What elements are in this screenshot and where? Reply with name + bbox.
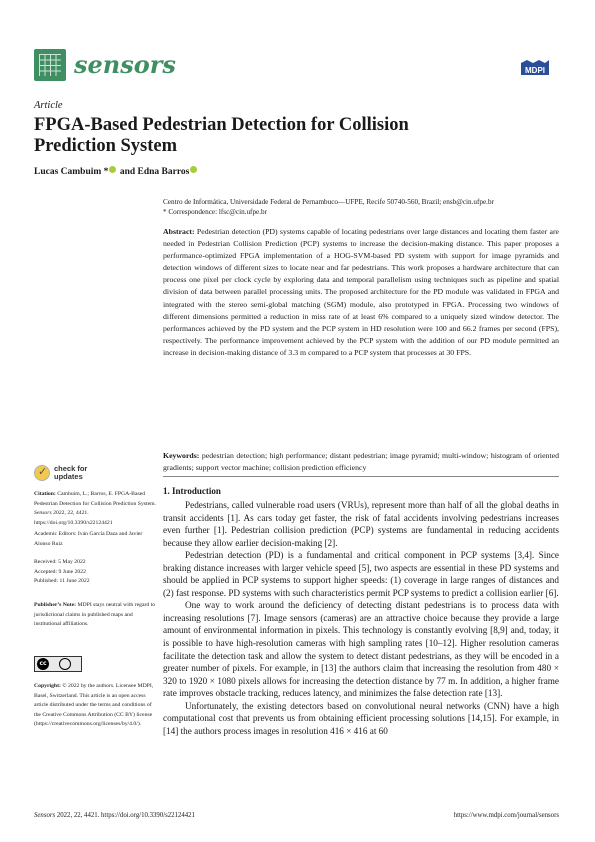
section-heading: 1. Introduction [163,486,221,496]
footer-url[interactable]: https://www.mdpi.com/journal/sensors [453,812,559,819]
check-for-updates-icon: ✓ [34,465,50,481]
affiliations [163,197,563,217]
publisher-note [34,601,156,630]
body-text [163,499,559,737]
paragraph: Pedestrians, called vulnerable road users (VRUs), represent more than half of all the global deaths in transit accidents [1]. As cars today get faster, the risk of fatal accidents involving pedestrians increases even further [1]. Pedestrian collision prediction (PCP) systems are fundamental in reducing accidents because they allow earlier decision-making [2]. [163,500,559,548]
publisher-note-label: Publisher’s Note: [34,602,77,608]
received-date: Received: 5 May 2022 [34,559,86,565]
paragraph: Pedestrian detection (PD) is a fundamental and critical component in PCP systems [3,4]. Since braking distance increases with larger vehicle speed [5], two aspects are essential in these PD systems and should be applied in PCP systems to support higher speeds: (1) coverage in large ranges of distances and (2) fast response. PD systems with such characteristics permit PCP systems to predict a collision earlier [6]. [163,550,559,598]
citation-doi[interactable]: 2022, 22, 4421. https://doi.org/10.3390/s22124421 [34,510,113,526]
academic-editors: Academic Editors: Iván García Daza and Javier Alonso Ruiz [34,531,143,547]
citation-label: Citation: [34,491,56,497]
author-2: Edna Barros [137,167,190,177]
divider [163,476,559,477]
attribution-icon [59,658,71,670]
cc-mark: cc [37,658,49,670]
sensors-logo-icon [34,49,66,81]
authors [34,166,198,177]
correspondence: * Correspondence: lfsc@cin.ufpe.br [163,208,268,216]
copyright-label: Copyright: [34,683,61,689]
copyright-text: © 2022 by the authors. Licensee MDPI, Basel, Switzerland. This article is an open access article distributed under the terms and conditions of the Creative Commons Attribution (CC BY) license (https://creativecommons.org/licenses/by/4.0/). [34,683,154,727]
journal-name: sensors [74,50,176,79]
copyright [34,682,156,730]
paragraph: One way to work around the deficiency of detecting distant pedestrians is to process data with increasing resolutions [7]. Image sensors (cameras) are an attractive choice because they provide a large amount of environmental information in pixels. This technology is constantly evolving [8,9] and, today, it is possible to have high-resolution cameras with high sampling rates [10–12]. Higher resolution cameras facilitate the detection task and allow the system to detect distant pedestrians, as they will be encoded in a greater number of pixels. For example, in [13] the authors claim that increasing the resolution from 480 × 320 to 1920 × 1080 pixels allows for increasing the detection distance by 77 m. In addition, a higher frame rate improves obstacle tracking, reduces latency, and minimizes the false detection rate [13]. [163,600,559,699]
footer-journal: Sensors [34,812,56,819]
paper-title: FPGA-Based Pedestrian Detection for Collision Prediction System [34,115,409,156]
accepted-date: Accepted: 9 June 2022 [34,568,86,575]
keywords [163,450,559,474]
abstract-label: Abstract: [163,227,195,236]
check-for-updates-button[interactable] [34,463,104,483]
citation-text: Cambuim, L.; Barros, E. FPGA-Based Pedestrian Detection for Collision Prediction System. [34,491,156,507]
citation-block [34,490,156,528]
affiliation: Centro de Informática, Universidade Federal de Pernambuco—UFPE, Recife 50740-560, Brazil; ensb@cin.ufpe.br [163,198,494,206]
cc-by-license-icon[interactable] [34,656,82,672]
abstract [163,226,559,359]
mdpi-logo-icon [517,60,553,78]
author-1: Lucas Cambuim * [34,167,109,177]
keywords-text: pedestrian detection; high performance; distant pedestrian; image pyramid; multi-window; histogram of oriented gradients; support vector machine; collision prediction efficiency [163,451,559,473]
check-label-1: check for [54,464,88,473]
check-label-2: updates [54,472,83,481]
article-type: Article [34,100,63,111]
abstract-text: Pedestrian detection (PD) systems capable of locating pedestrians over large distances and locating them faster are needed in Pedestrian Collision Prediction (PCP) systems to increase the decision-making distance. This paper proposes a performance-optimized FPGA implementation of a HOG-SVM-based PD system with support for image pyramids and detection windows of different sizes to locate near and far pedestrians. This work proposes a hardware architecture that can process one pixel per clock cycle by exploring data and temporal parallelism using techniques such as pipeline and spatial division of data between parallel processing units. The proposed architecture for the PD module was validated in FPGA and integrated with the stereo semi-global matching (SGM) module, also prototyped in FPGA. Processing two windows of different dimensions permitted a reduction in miss rate of at least 6% compared to a uniquely sized window detector. The performances achieved by the PD system and the PCP system in HD resolution were 100 and 66.2 frames per second (FPS), respectively. The performance improvement achieved by the PCP system with the addition of our PD module permitted an increase in decision-making distance of 3.3 m compared to a PCP system that processes at 30 FPS. [163,227,560,357]
footer-citation[interactable]: 2022, 22, 4421. https://doi.org/10.3390/s22124421 [55,812,195,819]
keywords-label: Keywords: [163,451,200,460]
orcid-icon[interactable] [109,166,116,173]
citation-journal: Sensors [34,510,52,516]
publisher-note-text: MDPI stays neutral with regard to jurisdictional claims in published maps and institutional affiliations. [34,602,156,627]
orcid-icon[interactable] [190,166,197,173]
mdpi-logo-text: MDPI [525,66,545,75]
published-date: Published: 11 June 2022 [34,578,90,584]
dates [34,558,156,587]
paragraph: Unfortunately, the existing detectors based on convolutional neural networks (CNN) have a high computational cost that prevents us from obtaining efficient processing solutions [14,15]. For example, in [14] the authors process images in resolution 416 × 416 at 60 [163,700,559,736]
author-separator: and [119,167,136,177]
